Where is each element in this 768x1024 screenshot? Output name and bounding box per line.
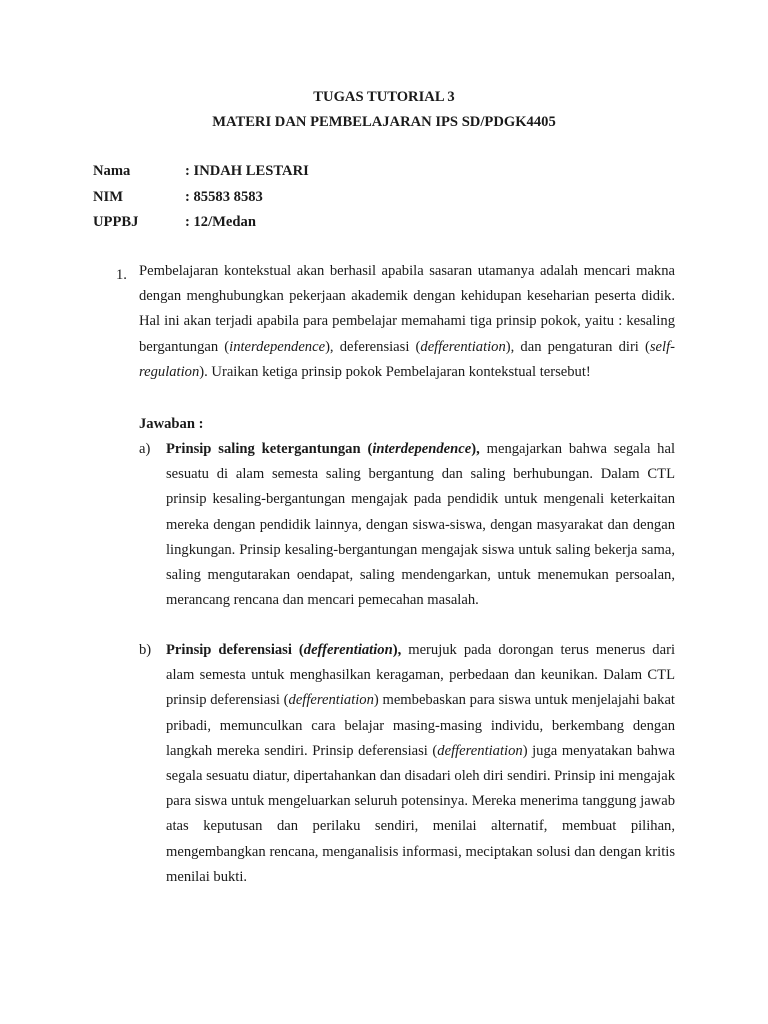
answer-a-marker: a) bbox=[139, 441, 151, 457]
answer-b-text: Prinsip deferensiasi (defferentiation), merujuk pada dorongan terus menerus dari alam semesta untuk menghasilkan keragaman, perbedaan dan keunikan. Dalam CTL prinsip deferensiasi (defferentiation) membebaskan para siswa untuk menjelajahi bakat pribadi, memunculkan cara belajar masing-masing individu, berkembang dengan langkah mereka sendiri. Prinsip deferensiasi (defferentiation) juga menyatakan bahwa segala sesuatu diatur, dipertahankan dan disadari oleh diri sendiri. Prinsip ini mengajak para siswa untuk mengeluarkan seluruh potensinya. Mereka menerima tanggung jawab atas keputusan dan perilaku sendiri, menilai alternatif, membuat pilihan, mengembangkan rencana, menganalisis informasi, meciptakan solusi dan dengan kritis menilai bukti. bbox=[166, 642, 675, 885]
answer-b-marker: b) bbox=[139, 642, 152, 658]
term-interdependence: interdependence bbox=[229, 338, 326, 355]
answer-a-heading: Prinsip saling ketergantungan (interdependence), bbox=[166, 441, 480, 457]
nim-label: NIM bbox=[93, 189, 123, 205]
uppbj-value: : 12/Medan bbox=[185, 214, 256, 230]
name-label: Nama bbox=[93, 163, 131, 179]
document-subtitle: MATERI DAN PEMBELAJARAN IPS SD/PDGK4405 bbox=[212, 114, 556, 130]
document-title: TUGAS TUTORIAL 3 bbox=[313, 89, 455, 105]
nim-value: : 85583 8583 bbox=[185, 189, 263, 205]
term-self-regulation: self-regulation bbox=[139, 338, 675, 380]
question-text: Pembelajaran kontekstual akan berhasil apabila sasaran utamanya adalah mencari makna dengan menghubungkan pekerjaan akademik dengan kehidupan keseharian peserta didik. Hal ini akan terjadi apabila para pembelajar memahami tiga prinsip pokok, yaitu : kesaling bergantungan (interdependence), deferensiasi (defferentiation), dan pengaturan diri (self-regulation). Uraikan ketiga prinsip pokok Pembelajaran kontekstual tersebut! bbox=[139, 263, 675, 380]
name-value: : INDAH LESTARI bbox=[185, 163, 309, 179]
student-name-row bbox=[93, 162, 309, 180]
answer-label: Jawaban : bbox=[139, 416, 204, 432]
uppbj-label: UPPBJ bbox=[93, 214, 139, 230]
term-defferentiation: defferentiation bbox=[420, 338, 506, 355]
question-number: 1. bbox=[116, 267, 127, 283]
student-nim-row bbox=[93, 188, 263, 206]
answer-a-text: Prinsip saling ketergantungan (interdependence), mengajarkan bahwa segala hal sesuatu di alam semesta saling bergantung dan saling berhubungan. Dalam CTL prinsip kesaling-bergantungan mengajak pada pendidik untuk mengenali keterkaitan mereka dengan pendidik lainnya, dengan siswa-siswa, dengan masyarakat dan dengan lingkungan. Prinsip kesaling-bergantungan mengajak siswa untuk saling bekerja sama, saling mengutarakan oendapat, saling mendengarkan, untuk menemukan persoalan, merancang rencana dan mencari pemecahan masalah. bbox=[166, 441, 675, 609]
student-uppbj-row bbox=[93, 213, 256, 231]
answer-b-heading: Prinsip deferensiasi (defferentiation), bbox=[166, 642, 402, 658]
